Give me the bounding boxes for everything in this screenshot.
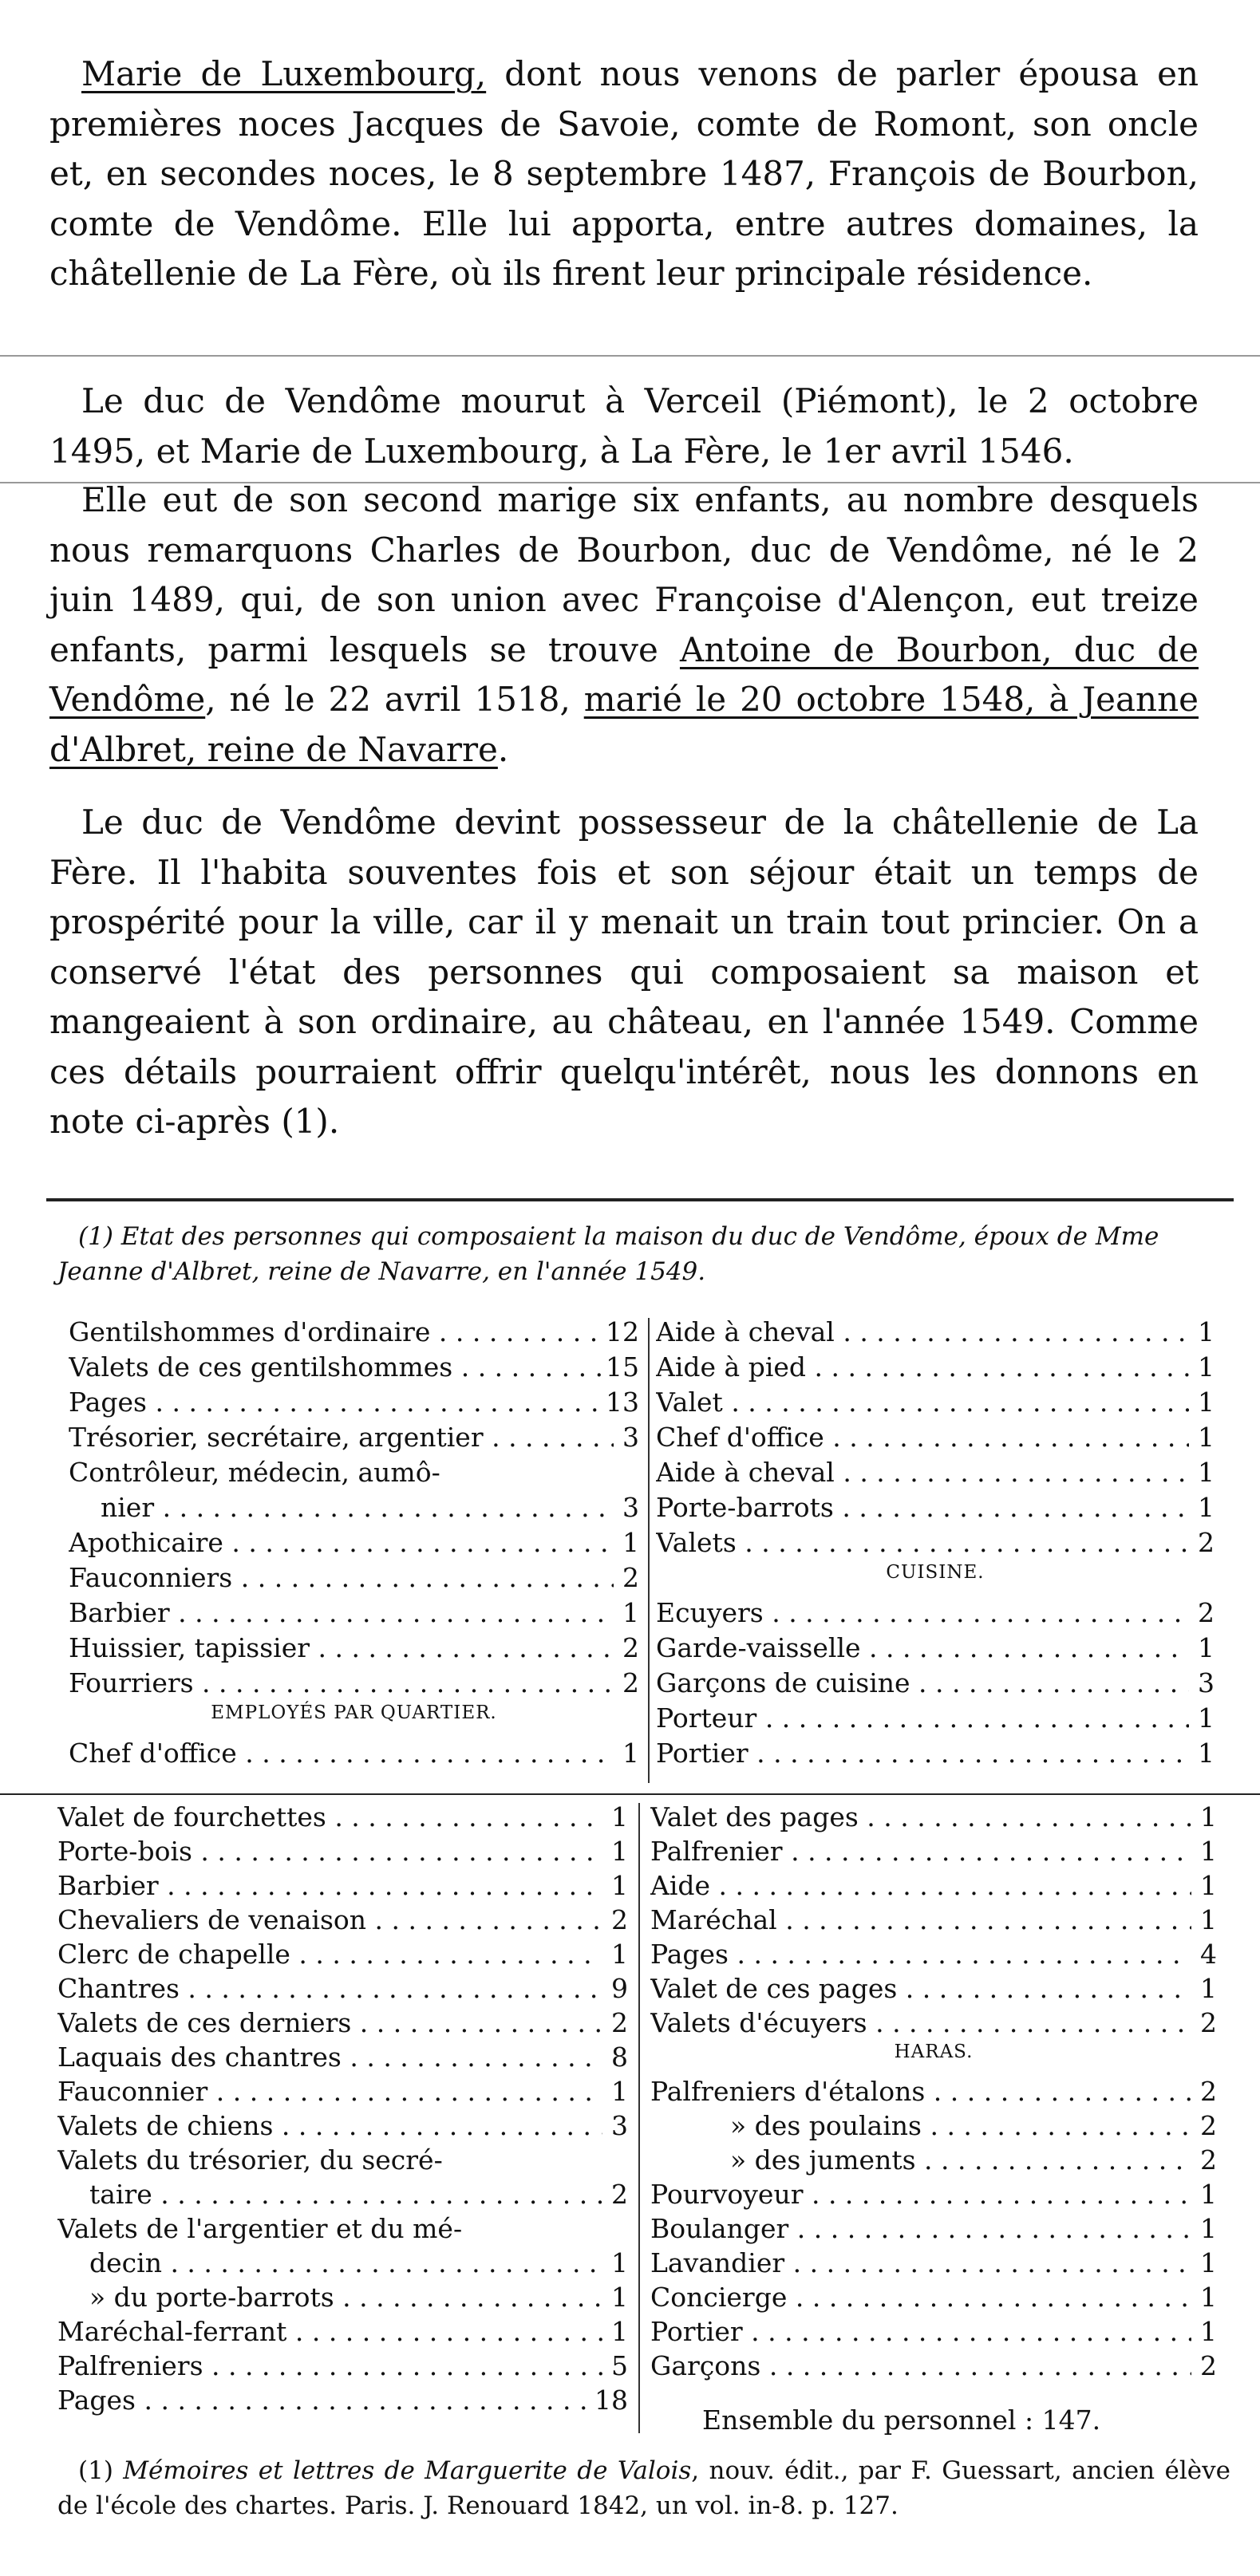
- ledger-label: Aide à pied . . .: [656, 1351, 1189, 1383]
- ledger-row: [69, 1457, 639, 1492]
- ledger-row: [656, 1738, 1215, 1773]
- ledger-label: Gentilshommes d'ordinaire . . .: [69, 1316, 601, 1347]
- ledger-label: Garçons . . .: [650, 2350, 1191, 2381]
- ledger-row: [69, 1597, 639, 1632]
- ledger-count: 1: [611, 2316, 628, 2347]
- ledger-label: Chef d'office . . .: [69, 1738, 614, 1769]
- ledger-row: [57, 2316, 628, 2351]
- ledger-count: 1: [622, 1527, 639, 1558]
- ledger-count: 1: [1198, 1492, 1215, 1523]
- ledger-count: 1: [1198, 1387, 1215, 1418]
- ledger-row: [57, 2179, 628, 2214]
- ledger-row: [650, 2110, 1217, 2145]
- ledger-label: » des poulains . . .: [650, 2110, 1191, 2141]
- column-divider: [638, 1803, 640, 2433]
- underlined-marriage: marié le 20 octobre 1548, à Jeanne d'Albret, reine de Navarre: [49, 680, 1199, 769]
- ledger-label: Huissier, tapissier . . .: [69, 1632, 614, 1663]
- ledger-count: 3: [622, 1422, 639, 1453]
- ledger-label: Pages . . .: [650, 1939, 1191, 1970]
- ledger-row: [650, 2282, 1217, 2317]
- ledger-row: [69, 1422, 639, 1457]
- ledger-row: [650, 1870, 1217, 1905]
- ledger-count: 2: [622, 1667, 639, 1698]
- ledger-count: 1: [1198, 1457, 1215, 1488]
- ledger-row: [57, 1973, 628, 2008]
- section-heading: EMPLOYÉS PAR QUARTIER.: [211, 1702, 497, 1723]
- ledger-row: [650, 2213, 1217, 2248]
- ledger-count: 8: [611, 2041, 628, 2073]
- ledger-row: [57, 2247, 628, 2282]
- total-personnel: Ensemble du personnel : 147.: [702, 2404, 1101, 2436]
- ledger-label: Clerc de chapelle . . .: [57, 1939, 602, 1970]
- ledger-count: 2: [1200, 2007, 1217, 2038]
- ledger-row: [656, 1422, 1215, 1457]
- ledger-row: [69, 1738, 639, 1773]
- paragraph-marie-de-luxembourg: Marie de Luxembourg, dont nous venons de parler épousa en premières noces Jacques de Savoie, comte de Romont, son oncle et, en secondes noces, le 8 septembre 1487, François de Bourbon, comte de Vendôme. Elle lui apporta, entre autres domaines, la châtellenie de La Fère, où ils firent leur principale résidence.: [49, 54, 1199, 293]
- ledger-label: Fourriers . . .: [69, 1667, 614, 1698]
- ledger-label: Fauconniers . . .: [69, 1562, 614, 1593]
- ledger-label: Valet de ces pages . . .: [650, 1973, 1191, 2004]
- ledger-label: » des juments . . .: [650, 2144, 1191, 2176]
- ledger-row: [69, 1387, 639, 1422]
- ledger-label: Contrôleur, médecin, aumô-: [69, 1457, 440, 1488]
- ledger-label: Fauconnier . . .: [57, 2076, 602, 2107]
- ledger-row: [650, 1973, 1217, 2008]
- ledger-label: Pourvoyeur . . .: [650, 2179, 1191, 2210]
- ledger-label: Chantres . . .: [57, 1973, 602, 2004]
- ledger-row: [656, 1597, 1215, 1632]
- ledger-count: 1: [611, 2076, 628, 2107]
- ledger-label: Concierge . . .: [650, 2282, 1191, 2313]
- ledger-count: 1: [1200, 2316, 1217, 2347]
- ledger-count: 1: [1198, 1351, 1215, 1383]
- ledger-label: Porte-barrots . . .: [656, 1492, 1189, 1523]
- paragraph-chatellenie: Le duc de Vendôme devint possesseur de la châtellenie de La Fère. Il l'habita souventes fois et son séjour était un temps de prospérité pour la ville, car il y menait un train tout princier. On a conservé l'état des personnes qui composaient sa maison et mangeaient à son ordinaire, au château, en l'année 1549. Comme ces détails pourraient offrir quelqu'intérêt, nous les donnons en note ci-après (1).: [49, 803, 1199, 1141]
- ledger-row: [656, 1492, 1215, 1527]
- ledger-row: [69, 1632, 639, 1667]
- ledger-row: [656, 1702, 1215, 1738]
- ledger-count: 1: [1200, 1836, 1217, 1867]
- ledger-row: [656, 1457, 1215, 1492]
- ledger-label: Valet de fourchettes . . .: [57, 1801, 602, 1832]
- ledger-label: Aide à cheval . . .: [656, 1316, 1189, 1347]
- ledger-count: 12: [606, 1316, 639, 1347]
- ledger-label: Boulanger . . .: [650, 2213, 1191, 2244]
- ledger-count: 1: [1198, 1738, 1215, 1769]
- table-separator-rule: [0, 1793, 1260, 1795]
- ledger-row: [650, 1939, 1217, 1974]
- ledger-row: [656, 1527, 1215, 1562]
- ledger-count: 1: [622, 1738, 639, 1769]
- ledger-count: 2: [622, 1632, 639, 1663]
- ledger-label: Valets de chiens . . .: [57, 2110, 602, 2141]
- note-heading: (1) Etat des personnes qui composaient la maison du duc de Vendôme, époux de Mme Jeanne d'Albret, reine de Navarre, en l'année 1549.: [57, 1222, 1159, 1286]
- ledger-count: 1: [1200, 1904, 1217, 1935]
- paragraph-children: Elle eut de son second marige six enfants, au nombre desquels nous remarquons Charles de Bourbon, duc de Vendôme, né le 2 juin 1489, qui, de son union avec Françoise d'Alençon, eut treize enfants, parmi lesquels se trouve Antoine de Bourbon, duc de Vendôme, né le 22 avril 1518, marié le 20 octobre 1548, à Jeanne d'Albret, reine de Navarre.: [49, 480, 1199, 769]
- ledger-label: Palfreniers . . .: [57, 2350, 602, 2381]
- ledger-label: Pages . . .: [57, 2385, 590, 2416]
- ledger-label: Portier . . .: [650, 2316, 1191, 2347]
- ledger-label: decin . . .: [57, 2247, 602, 2278]
- ledger-label: Porte-bois . . .: [57, 1836, 602, 1867]
- ledger-row: [650, 1904, 1217, 1939]
- ledger-row: [57, 1904, 628, 1939]
- ledger-count: 1: [1200, 1870, 1217, 1901]
- ledger-row: [57, 2350, 628, 2385]
- ledger-label: Portier . . .: [656, 1738, 1189, 1769]
- ledger-count: 3: [611, 2110, 628, 2141]
- ledger-row: [650, 2247, 1217, 2282]
- ledger-label: Valets de l'argentier et du mé-: [57, 2213, 463, 2244]
- ledger-label: Porteur . . .: [656, 1702, 1189, 1734]
- ledger-label: Barbier . . .: [57, 1870, 602, 1901]
- scan-fold-line: [0, 355, 1260, 357]
- ledger-count: 2: [611, 1904, 628, 1935]
- ledger-count: 2: [622, 1562, 639, 1593]
- ledger-row: [57, 2110, 628, 2145]
- ledger-row: [57, 1836, 628, 1871]
- ledger-label: Valets de ces derniers . . .: [57, 2007, 602, 2038]
- ledger-row: [656, 1316, 1215, 1351]
- ledger-label: Garde-vaisselle . . .: [656, 1632, 1189, 1663]
- ledger-row: [57, 2144, 628, 2180]
- ledger-row: [656, 1667, 1215, 1702]
- ledger-row: [650, 2007, 1217, 2042]
- ledger-count: 1: [611, 1939, 628, 1970]
- ledger-label: Valet . . .: [656, 1387, 1189, 1418]
- ledger-row: [650, 2350, 1217, 2385]
- ledger-row: [69, 1667, 639, 1702]
- ledger-count: 2: [1200, 2076, 1217, 2107]
- ledger-row: [650, 2076, 1217, 2111]
- ledger-count: 1: [611, 2247, 628, 2278]
- ledger-row: [57, 2007, 628, 2042]
- ledger-label: nier . . .: [69, 1492, 614, 1523]
- ledger-row: [656, 1351, 1215, 1387]
- ledger-row: [650, 2316, 1217, 2351]
- ledger-row: [57, 2213, 628, 2248]
- ledger-count: 4: [1200, 1939, 1217, 1970]
- ledger-count: 1: [1198, 1422, 1215, 1453]
- ledger-count: 15: [606, 1351, 639, 1383]
- ledger-label: Barbier . . .: [69, 1597, 614, 1628]
- ledger-count: 1: [611, 2282, 628, 2313]
- ledger-label: Valets de ces gentilshommes . . .: [69, 1351, 601, 1383]
- section-heading: HARAS.: [894, 2041, 974, 2062]
- ledger-row: [656, 1387, 1215, 1422]
- ledger-label: Chef d'office . . .: [656, 1422, 1189, 1453]
- ledger-row: [57, 1939, 628, 1974]
- ledger-row: [69, 1527, 639, 1562]
- ledger-count: 18: [594, 2385, 628, 2416]
- ledger-row: [69, 1492, 639, 1527]
- ledger-label: Laquais des chantres . . .: [57, 2041, 602, 2073]
- ledger-count: 2: [611, 2179, 628, 2210]
- ledger-label: Palfrenier . . .: [650, 1836, 1191, 1867]
- ledger-count: 1: [1200, 2247, 1217, 2278]
- ledger-count: 1: [1200, 2213, 1217, 2244]
- ledger-count: 2: [1198, 1597, 1215, 1628]
- ledger-row: [69, 1562, 639, 1597]
- ledger-label: Valet des pages . . .: [650, 1801, 1191, 1832]
- ledger-count: 2: [1200, 2350, 1217, 2381]
- ledger-count: 2: [1198, 1527, 1215, 1558]
- ledger-row: [650, 2144, 1217, 2180]
- ledger-label: Aide . . .: [650, 1870, 1191, 1901]
- ledger-label: Apothicaire . . .: [69, 1527, 614, 1558]
- ledger-count: 2: [1200, 2110, 1217, 2141]
- ledger-label: Valets d'écuyers . . .: [650, 2007, 1191, 2038]
- ledger-label: Aide à cheval . . .: [656, 1457, 1189, 1488]
- ledger-count: 1: [611, 1801, 628, 1832]
- ledger-label: Valets . . .: [656, 1527, 1189, 1558]
- ledger-label: Valets du trésorier, du secré-: [57, 2144, 443, 2176]
- ledger-count: 1: [1200, 2282, 1217, 2313]
- ledger-count: 1: [1198, 1316, 1215, 1347]
- ledger-row: [57, 2041, 628, 2077]
- ledger-count: 2: [1200, 2144, 1217, 2176]
- column-divider: [648, 1318, 650, 1783]
- section-heading: CUISINE.: [886, 1562, 985, 1583]
- ledger-label: Lavandier . . .: [650, 2247, 1191, 2278]
- ledger-row: [57, 2282, 628, 2317]
- ledger-row: [69, 1351, 639, 1387]
- paragraph-subject: Marie de Luxembourg,: [81, 54, 487, 93]
- footnote-title: Mémoires et lettres de Marguerite de Valois: [123, 2456, 692, 2485]
- ledger-label: Ecuyers . . .: [656, 1597, 1189, 1628]
- ledger-row: [57, 2385, 628, 2420]
- ledger-row: [69, 1316, 639, 1351]
- ledger-count: 1: [1198, 1632, 1215, 1663]
- ledger-label: » du porte-barrots . . .: [57, 2282, 602, 2313]
- ledger-count: 2: [611, 2007, 628, 2038]
- ledger-count: 3: [1198, 1667, 1215, 1698]
- ledger-count: 5: [611, 2350, 628, 2381]
- ledger-count: 13: [606, 1387, 639, 1418]
- note-separator-rule: [46, 1198, 1234, 1201]
- ledger-label: Pages . . .: [69, 1387, 601, 1418]
- ledger-count: 1: [1200, 1973, 1217, 2004]
- ledger-count: 1: [1198, 1702, 1215, 1734]
- ledger-row: [650, 1801, 1217, 1836]
- ledger-row: [650, 1836, 1217, 1871]
- ledger-count: 1: [611, 1870, 628, 1901]
- ledger-count: 1: [622, 1597, 639, 1628]
- ledger-count: 1: [1200, 1801, 1217, 1832]
- paragraph-death-duke: Le duc de Vendôme mourut à Verceil (Piémont), le 2 octobre 1495, et Marie de Luxembourg, à La Fère, le 1er avril 1546.: [49, 381, 1199, 471]
- ledger-label: Maréchal . . .: [650, 1904, 1191, 1935]
- footnote: (1) Mémoires et lettres de Marguerite de Valois, nouv. édit., par F. Guessart, ancien élève de l'école des chartes. Paris. J. Renouard 1842, un vol. in-8. p. 127.: [57, 2456, 1230, 2520]
- underlined-antoine: Antoine de Bourbon, duc de Vendôme: [49, 629, 1199, 719]
- ledger-label: Palfreniers d'étalons . . .: [650, 2076, 1191, 2107]
- ledger-count: 9: [611, 1973, 628, 2004]
- ledger-row: [650, 2179, 1217, 2214]
- ledger-label: Maréchal-ferrant . . .: [57, 2316, 602, 2347]
- ledger-label: taire . . .: [57, 2179, 602, 2210]
- ledger-row: [57, 2076, 628, 2111]
- ledger-count: 1: [1200, 2179, 1217, 2210]
- ledger-row: [57, 1801, 628, 1836]
- ledger-row: [57, 1870, 628, 1905]
- ledger-label: Garçons de cuisine . . .: [656, 1667, 1189, 1698]
- ledger-row: [656, 1632, 1215, 1667]
- ledger-label: Trésorier, secrétaire, argentier . . .: [69, 1422, 614, 1453]
- ledger-label: Chevaliers de venaison . . .: [57, 1904, 602, 1935]
- ledger-count: 1: [611, 1836, 628, 1867]
- ledger-count: 3: [622, 1492, 639, 1523]
